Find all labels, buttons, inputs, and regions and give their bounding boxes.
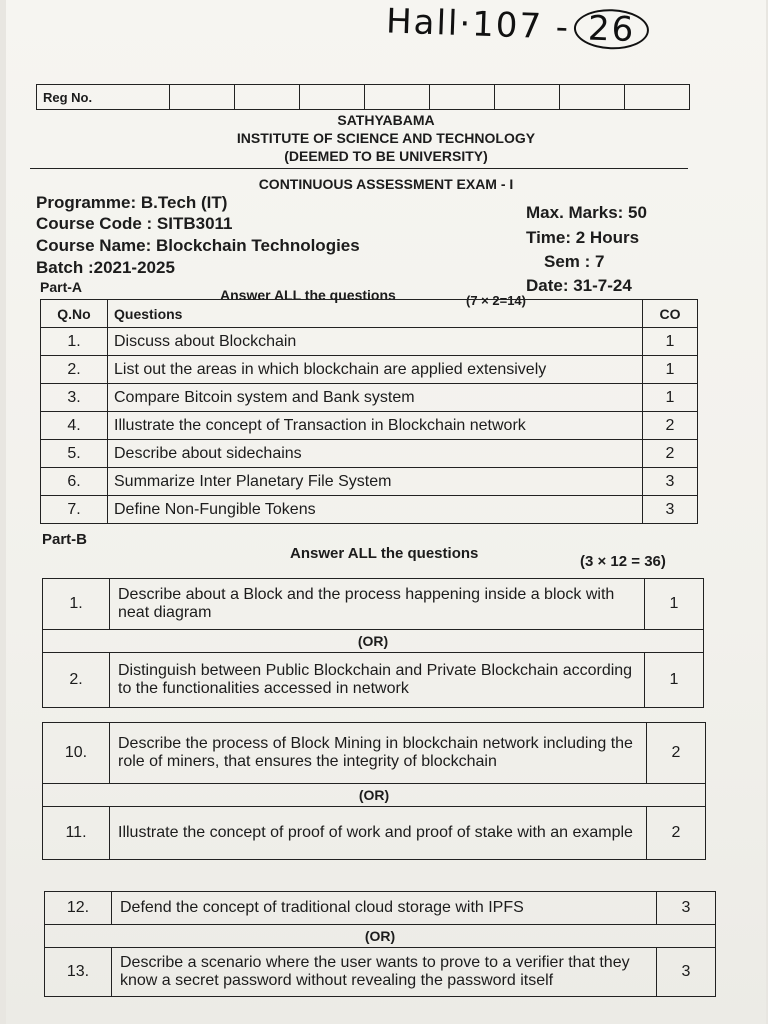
reg-cell: [365, 85, 430, 110]
col-header-qno: Q.No: [41, 300, 108, 328]
table-row: [41, 356, 698, 384]
q-co: 1: [645, 579, 704, 630]
handwritten-hall-note: [385, 1, 650, 50]
col-header-questions: Questions: [108, 300, 643, 328]
reg-cell: [625, 85, 690, 110]
q-co: 3: [643, 468, 698, 496]
q-number: 7.: [41, 496, 108, 524]
q-number: 1.: [43, 579, 110, 630]
table-row: [41, 384, 698, 412]
q-number: 4.: [41, 412, 108, 440]
table-row: [41, 496, 698, 524]
q-co: 2: [643, 412, 698, 440]
q-number: 13.: [45, 948, 112, 997]
reg-cell: [170, 85, 235, 110]
table-row: [41, 412, 698, 440]
institute-name: SATHYABAMA: [337, 112, 435, 128]
part-b-label: Part-B: [42, 531, 88, 548]
table-row: [41, 440, 698, 468]
q-co: 1: [643, 356, 698, 384]
programme: Programme: B.Tech (IT): [36, 193, 228, 212]
or-label: (OR): [43, 630, 704, 653]
q-number: 10.: [43, 723, 110, 784]
q-co: 1: [645, 653, 704, 708]
part-b-group-1: [42, 578, 704, 708]
q-text: Discuss about Blockchain: [108, 328, 643, 356]
table-row: [41, 328, 698, 356]
q-number: 12.: [45, 892, 112, 925]
institute-full-name: INSTITUTE OF SCIENCE AND TECHNOLOGY: [236, 130, 536, 146]
or-label: (OR): [43, 784, 706, 807]
part-b-group-3: [44, 891, 716, 997]
course-code: Course Code : SITB3011: [36, 214, 233, 233]
q-text: Describe about sidechains: [108, 440, 643, 468]
hall-note-text: Hall·107 -: [385, 1, 571, 48]
reg-cell: [430, 85, 495, 110]
header-rule: [30, 168, 688, 169]
circled-number: 26: [573, 8, 650, 51]
q-co: 1: [643, 384, 698, 412]
q-number: 1.: [41, 328, 108, 356]
q-number: 6.: [41, 468, 108, 496]
course-name: Course Name: Blockchain Technologies: [36, 236, 360, 255]
part-a-marks: (7 × 2=14): [466, 293, 526, 308]
q-text: Distinguish between Public Blockchain and Private Blockchain according to the functionalities accessed in network: [110, 653, 645, 708]
q-text: Summarize Inter Planetary File System: [108, 468, 643, 496]
q-number: 2.: [41, 356, 108, 384]
table-row: [41, 468, 698, 496]
col-header-co: CO: [643, 300, 698, 328]
batch: Batch :2021-2025: [36, 258, 175, 277]
q-co: 3: [657, 948, 716, 997]
institute-status: (DEEMED TO BE UNIVERSITY): [284, 148, 488, 164]
reg-cell: [235, 85, 300, 110]
part-a-table: [40, 299, 698, 524]
q-text: Describe a scenario where the user wants to prove to a verifier that they know a secret password without revealing the password itself: [112, 948, 657, 997]
or-label: (OR): [45, 925, 716, 948]
reg-cell: [495, 85, 560, 110]
date: Date: 31-7-24: [526, 276, 632, 295]
q-number: 11.: [43, 807, 110, 860]
q-text: Define Non-Fungible Tokens: [108, 496, 643, 524]
time: Time: 2 Hours: [526, 228, 640, 247]
q-number: 2.: [43, 653, 110, 708]
q-co: 1: [643, 328, 698, 356]
q-number: 5.: [41, 440, 108, 468]
q-co: 3: [657, 892, 716, 925]
q-text: Illustrate the concept of proof of work and proof of stake with an example: [110, 807, 647, 860]
q-text: Describe about a Block and the process happening inside a block with neat diagram: [110, 579, 645, 630]
q-text: List out the areas in which blockchain are applied extensively: [108, 356, 643, 384]
q-text: Defend the concept of traditional cloud storage with IPFS: [112, 892, 657, 925]
q-co: 2: [643, 440, 698, 468]
q-co: 3: [643, 496, 698, 524]
q-text: Describe the process of Block Mining in blockchain network including the role of miners, that ensures the integrity of blockchain: [110, 723, 647, 784]
reg-no-box: [36, 84, 690, 110]
q-number: 3.: [41, 384, 108, 412]
part-b-marks: (3 × 12 = 36): [580, 553, 666, 570]
part-a-label: Part-A: [40, 279, 83, 295]
exam-title: CONTINUOUS ASSESSMENT EXAM - I: [258, 176, 514, 192]
reg-cell: [300, 85, 365, 110]
reg-cell: [560, 85, 625, 110]
q-co: 2: [647, 807, 706, 860]
part-a-instruction: Answer ALL the questions: [220, 287, 396, 303]
q-text: Compare Bitcoin system and Bank system: [108, 384, 643, 412]
exam-paper: [6, 0, 766, 1024]
q-text: Illustrate the concept of Transaction in Blockchain network: [108, 412, 643, 440]
reg-no-label: Reg No.: [37, 85, 170, 110]
part-b-group-2: [42, 722, 706, 860]
semester: Sem : 7: [544, 252, 605, 271]
max-marks: Max. Marks: 50: [526, 203, 647, 222]
part-b-instruction: Answer ALL the questions: [290, 545, 479, 562]
q-co: 2: [647, 723, 706, 784]
